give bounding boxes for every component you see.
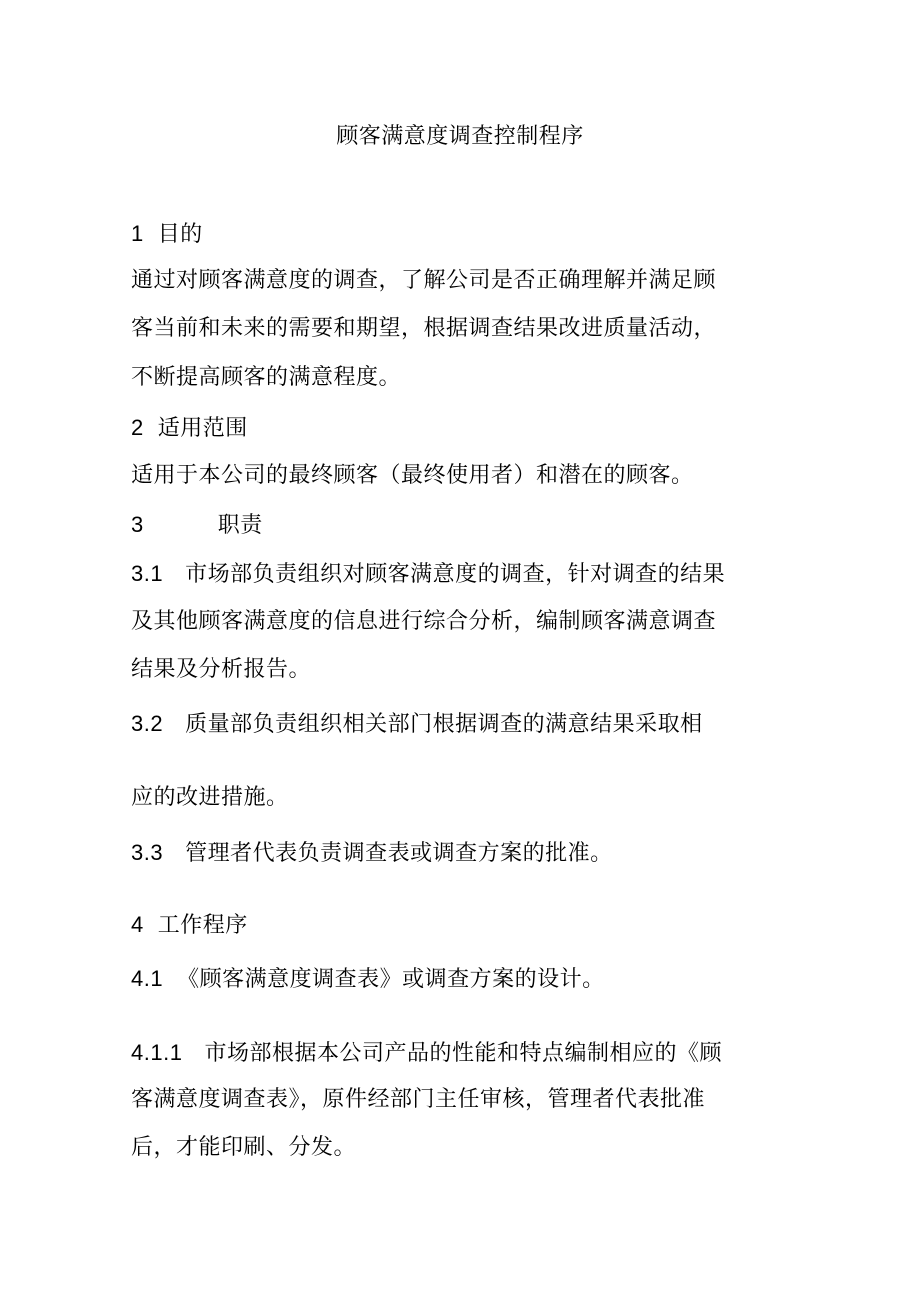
- paragraph-line: 通过对顾客满意度的调查，了解公司是否正确理解并满足顾: [131, 268, 717, 293]
- document-title: 顾客满意度调查控制程序: [336, 124, 584, 149]
- clause-4-1-1-line: [131, 1040, 722, 1067]
- paragraph-line: 及其他顾客满意度的信息进行综合分析，编制顾客满意调查: [131, 609, 717, 634]
- clause-number: 3.3: [131, 840, 164, 865]
- clause-text: 管理者代表负责调查表或调查方案的批准。: [185, 841, 613, 866]
- section-2-heading: [131, 415, 248, 442]
- section-title: 职责: [217, 513, 263, 538]
- clause-text: 《顾客满意度调查表》或调查方案的设计。: [177, 967, 605, 992]
- paragraph-line: 适用于本公司的最终顾客（最终使用者）和潜在的顾客。: [131, 463, 694, 488]
- clause-number: 4.1.1: [131, 1040, 183, 1065]
- clause-3-3-line: [131, 840, 613, 867]
- clause-text: 市场部根据本公司产品的性能和特点编制相应的《顾: [204, 1041, 722, 1066]
- section-4-heading: [131, 912, 248, 939]
- section-1-heading: [131, 221, 203, 248]
- section-title: 适用范围: [157, 416, 248, 441]
- clause-number: 3.1: [131, 561, 164, 586]
- section-number: 4: [131, 912, 144, 937]
- paragraph-line: 客满意度调查表》，原件经部门主任审核，管理者代表批准: [131, 1087, 706, 1112]
- clause-4-1-line: [131, 966, 605, 993]
- paragraph-line: 结果及分析报告。: [131, 657, 312, 682]
- section-title: 工作程序: [157, 913, 248, 938]
- section-number: 2: [131, 415, 144, 440]
- clause-3-2-line: [131, 711, 703, 738]
- paragraph-line: 客当前和未来的需要和期望，根据调查结果改进质量活动，: [131, 316, 717, 341]
- clause-text: 市场部负责组织对顾客满意度的调查，针对调查的结果: [185, 562, 726, 587]
- paragraph-line: 不断提高顾客的满意程度。: [131, 365, 402, 390]
- clause-text: 质量部负责组织相关部门根据调查的满意结果采取相: [185, 712, 703, 737]
- clause-number: 4.1: [131, 966, 164, 991]
- section-number: 1: [131, 221, 144, 246]
- section-number: 3: [131, 512, 144, 537]
- paragraph-line: 应的改进措施。: [131, 785, 289, 810]
- clause-number: 3.2: [131, 711, 164, 736]
- section-title: 目的: [157, 222, 203, 247]
- paragraph-line: 后，才能印刷、分发。: [131, 1135, 357, 1160]
- section-3-heading: [131, 512, 263, 539]
- clause-3-1-line: [131, 561, 725, 588]
